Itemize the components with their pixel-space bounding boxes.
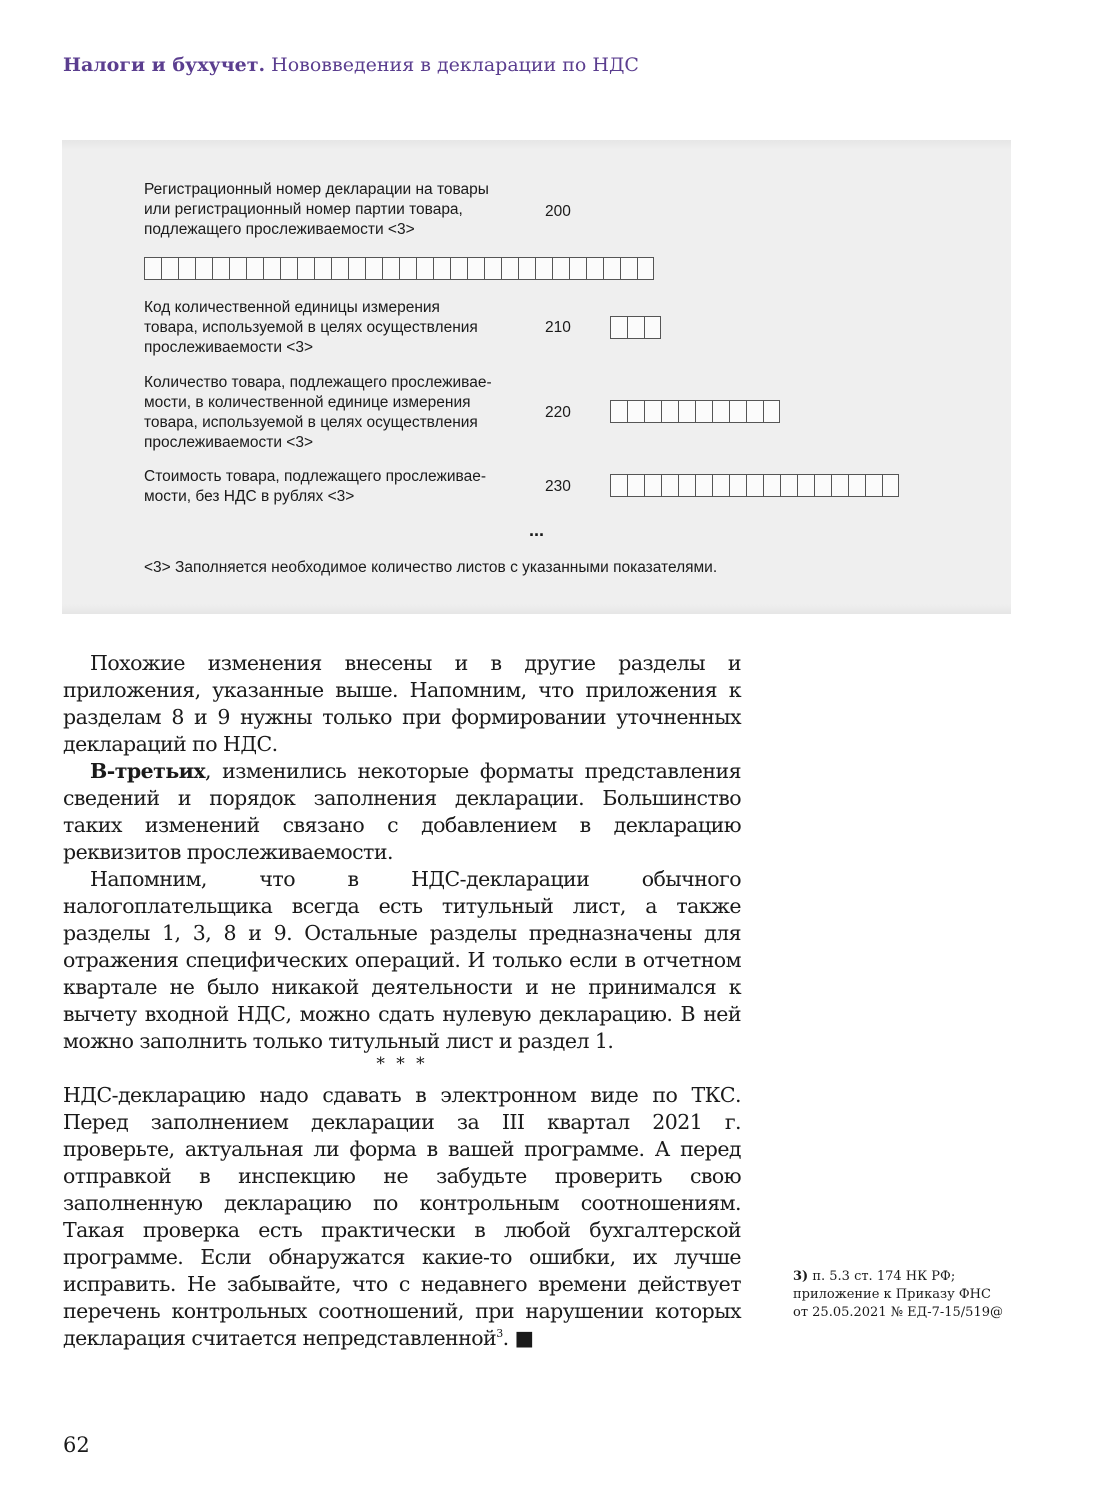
input-cell[interactable] <box>729 400 746 423</box>
input-cell[interactable] <box>416 257 433 280</box>
input-cell[interactable] <box>144 257 161 280</box>
input-cell[interactable] <box>644 316 661 339</box>
input-cell[interactable] <box>382 257 399 280</box>
input-cell[interactable] <box>637 257 654 280</box>
input-cell[interactable] <box>603 257 620 280</box>
input-cell[interactable] <box>467 257 484 280</box>
input-cell[interactable] <box>865 474 882 497</box>
paragraph-3: Напомним, что в НДС-декларации обычного налогоплательщика всегда есть титульный лист, а также разделы 1, 3, 8 и 9. Остальные разделы предназначены для отражения специфических операций. И только если в отчетном квартале не было никакой деятельности и не принимался к вычету входной НДС, можно сдать нулевую декларацию. В ней можно заполнить только титульный лист и раздел 1. <box>63 867 741 1053</box>
footnote-ref[interactable]: 3 <box>496 1327 503 1341</box>
section-divider: * * * <box>376 1054 428 1074</box>
input-cell[interactable] <box>280 257 297 280</box>
input-cell[interactable] <box>712 400 729 423</box>
input-cell[interactable] <box>433 257 450 280</box>
input-cell[interactable] <box>729 474 746 497</box>
input-cell[interactable] <box>178 257 195 280</box>
input-cell[interactable] <box>644 400 661 423</box>
input-cell[interactable] <box>586 257 603 280</box>
field-210-code: 210 <box>545 319 571 336</box>
article-body-2 <box>63 1082 741 1352</box>
input-cell[interactable] <box>569 257 586 280</box>
input-cell[interactable] <box>610 316 627 339</box>
header-section: Налоги и бухучет. <box>63 54 266 76</box>
input-cell[interactable] <box>212 257 229 280</box>
input-cell[interactable] <box>882 474 899 497</box>
input-cell[interactable] <box>763 474 780 497</box>
input-cell[interactable] <box>161 257 178 280</box>
input-cell[interactable] <box>797 474 814 497</box>
running-header <box>63 54 639 76</box>
input-cell[interactable] <box>263 257 280 280</box>
input-cell[interactable] <box>746 400 763 423</box>
input-cell[interactable] <box>644 474 661 497</box>
input-cell[interactable] <box>518 257 535 280</box>
field-220-label: Количество товара, подлежащего прослеживае- мости, в количественной единице измерения товара, используемой в целях осуществления прослеживаемости <3> <box>144 374 492 451</box>
page-number: 62 <box>63 1433 90 1457</box>
input-cell[interactable] <box>695 474 712 497</box>
input-cell[interactable] <box>610 400 627 423</box>
paragraph-2: В-третьих, изменились некоторые форматы представления сведений и порядок заполнения декларации. Большинство таких изменений связано с добавлением в декларацию реквизитов прослеживаемости. <box>63 759 741 864</box>
input-cell[interactable] <box>627 400 644 423</box>
field-200-cells[interactable] <box>144 257 654 280</box>
field-230-code: 230 <box>545 478 571 495</box>
input-cell[interactable] <box>610 474 627 497</box>
input-cell[interactable] <box>246 257 263 280</box>
field-230-cells[interactable] <box>610 474 899 497</box>
input-cell[interactable] <box>399 257 416 280</box>
field-210-label: Код количественной единицы измерения товара, используемой в целях осуществления прослеживаемости <3> <box>144 299 478 356</box>
field-220-code: 220 <box>545 404 571 421</box>
input-cell[interactable] <box>695 400 712 423</box>
input-cell[interactable] <box>365 257 382 280</box>
field-200-label: Регистрационный номер декларации на товары или регистрационный номер партии товара, подлежащего прослеживаемости <3> <box>144 181 489 238</box>
paragraph-1: Похожие изменения внесены и в другие разделы и приложения, указанные выше. Напомним, что приложения к разделам 8 и 9 нужны только при формировании уточненных деклараций по НДС. <box>63 651 741 756</box>
input-cell[interactable] <box>661 400 678 423</box>
input-cell[interactable] <box>661 474 678 497</box>
input-cell[interactable] <box>627 474 644 497</box>
field-220-cells[interactable] <box>610 400 780 423</box>
input-cell[interactable] <box>501 257 518 280</box>
input-cell[interactable] <box>814 474 831 497</box>
input-cell[interactable] <box>848 474 865 497</box>
input-cell[interactable] <box>450 257 467 280</box>
input-cell[interactable] <box>535 257 552 280</box>
input-cell[interactable] <box>678 474 695 497</box>
field-210-cells[interactable] <box>610 316 661 339</box>
input-cell[interactable] <box>484 257 501 280</box>
input-cell[interactable] <box>763 400 780 423</box>
input-cell[interactable] <box>831 474 848 497</box>
input-cell[interactable] <box>552 257 569 280</box>
input-cell[interactable] <box>746 474 763 497</box>
input-cell[interactable] <box>297 257 314 280</box>
input-cell[interactable] <box>348 257 365 280</box>
form-excerpt <box>62 140 1011 614</box>
input-cell[interactable] <box>627 316 644 339</box>
sidenote: 3) п. 5.3 ст. 174 НК РФ; приложение к Приказу ФНС от 25.05.2021 № ЕД-7-15/519@ <box>793 1269 1003 1320</box>
input-cell[interactable] <box>678 400 695 423</box>
input-cell[interactable] <box>331 257 348 280</box>
form-footnote: <3> Заполняется необходимое количество листов с указанными показателями. <box>144 559 718 576</box>
input-cell[interactable] <box>712 474 729 497</box>
sidenote-mark: 3) <box>793 1269 809 1284</box>
form-ellipsis: ... <box>529 520 545 540</box>
input-cell[interactable] <box>195 257 212 280</box>
input-cell[interactable] <box>780 474 797 497</box>
article-body-1 <box>63 650 741 1055</box>
paragraph-4: НДС-декларацию надо сдавать в электронном виде по ТКС. Перед заполнением декларации за III квартал 2021 г. проверьте, актуальная ли форма в вашей программе. А перед отправкой в инспекцию не забудьте проверить свою заполненную декларацию по контрольным соотношениям. Такая проверка есть практически в любой бухгалтерской программе. Если обнаружатся какие-то ошибки, их лучше исправить. Не забывайте, что с недавнего времени действует перечень контрольных соотношений, при нарушении которых декларация считается непредставленной$^3$. ■ <box>63 1083 741 1350</box>
field-230-label: Стоимость товара, подлежащего прослеживае- мости, без НДС в рублях <3> <box>144 468 486 505</box>
input-cell[interactable] <box>620 257 637 280</box>
paragraph-2-lead: В-третьих <box>90 759 206 783</box>
input-cell[interactable] <box>229 257 246 280</box>
header-title: Нововведения в декларации по НДС <box>271 54 639 76</box>
field-200-code: 200 <box>545 203 571 220</box>
input-cell[interactable] <box>314 257 331 280</box>
